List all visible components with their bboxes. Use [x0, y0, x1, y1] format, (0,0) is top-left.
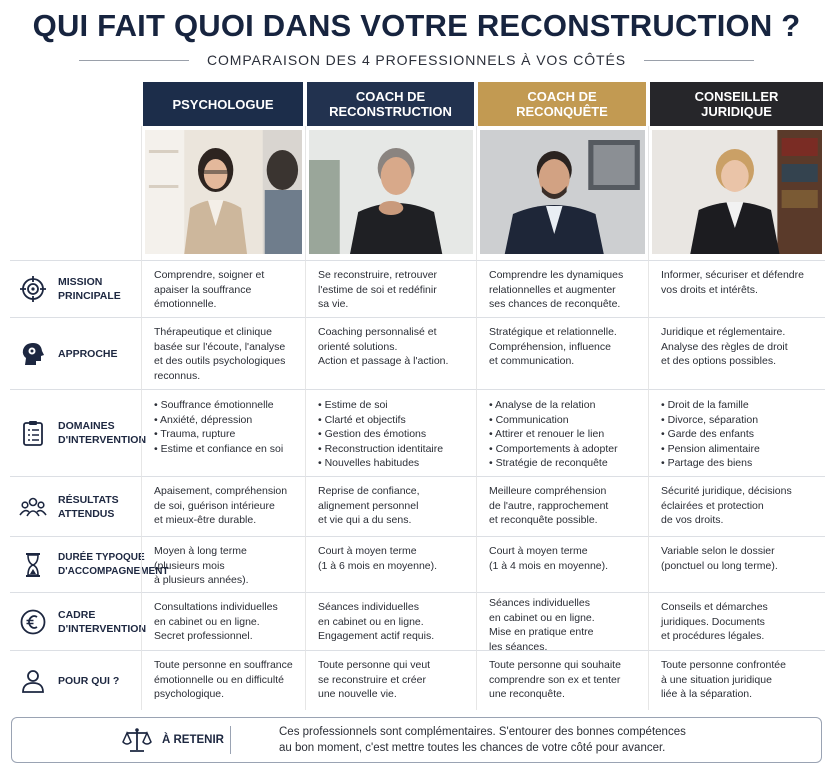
corner-cell — [10, 126, 141, 260]
table-cell: Informer, sécuriser et défendre vos droits et intérêts. — [648, 260, 825, 317]
row-label-domaines: DOMAINES D'INTERVENTION — [10, 389, 141, 476]
list-item: • Partage des biens — [661, 456, 760, 471]
list-item: • Communication — [489, 413, 618, 428]
divider — [644, 60, 754, 61]
hourglass-icon — [18, 550, 48, 580]
list-item: • Trauma, rupture — [154, 427, 283, 442]
coach-reconstruction-photo — [309, 130, 473, 254]
comparison-table — [10, 82, 825, 710]
row-label-duree: DURÉE TYPOQUE D'ACCOMPAGNEMENT — [10, 536, 141, 592]
column-header-psychologue: PSYCHOLOGUE — [143, 82, 303, 126]
corner-cell — [10, 82, 141, 126]
table-cell: Thérapeutique et clinique basée sur l'écoute, l'analyse et des outils psychologiques reconnus. — [141, 317, 305, 389]
clipboard-icon — [18, 418, 48, 448]
table-cell: Comprendre les dynamiques relationnelles et augmenter ses chances de reconquête. — [476, 260, 648, 317]
column-header-coach-reconquete: COACH DE RECONQUÊTE — [478, 82, 646, 126]
table-cell: Stratégique et relationnelle. Compréhension, influence et communication. — [476, 317, 648, 389]
list-item: • Divorce, séparation — [661, 413, 760, 428]
photo-cell — [476, 126, 648, 260]
photo-cell — [648, 126, 825, 260]
row-label-mission: MISSION PRINCIPALE — [10, 260, 141, 317]
table-cell: Se reconstruire, retrouver l'estime de soi et redéfinir sa vie. — [305, 260, 476, 317]
table-cell: Toute personne confrontée à une situation juridique liée à la séparation. — [648, 650, 825, 710]
divider — [230, 726, 231, 754]
list-item: • Estime de soi — [318, 398, 443, 413]
list-item: • Anxiété, dépression — [154, 413, 283, 428]
table-cell: Coaching personnalisé et orienté solutions. Action et passage à l'action. — [305, 317, 476, 389]
table-cell: Apaisement, compréhension de soi, guérison intérieure et mieux-être durable. — [141, 476, 305, 536]
photo-cell — [141, 126, 305, 260]
subtitle-row — [0, 50, 833, 70]
table-cell: Comprendre, soigner et apaiser la souffrance émotionnelle. — [141, 260, 305, 317]
table-cell — [648, 389, 825, 476]
table-cell: Meilleure compréhension de l'autre, rapprochement et reconquête possible. — [476, 476, 648, 536]
list-item: • Attirer et renouer le lien — [489, 427, 618, 442]
table-cell: Séances individuelles en cabinet ou en ligne. Mise en pratique entre les séances. — [476, 592, 648, 650]
list-item: • Stratégie de reconquête — [489, 456, 618, 471]
retain-text: Ces professionnels sont complémentaires. S'entourer des bonnes compétences au bon moment, c'est mettre toutes les chances de votre côté pour avancer. — [279, 726, 686, 754]
column-header-coach-reconstruction: COACH DE RECONSTRUCTION — [307, 82, 474, 126]
list-item: • Estime et confiance en soi — [154, 442, 283, 457]
row-label-resultats: RÉSULTATS ATTENDUS — [10, 476, 141, 536]
retain-box — [11, 717, 822, 763]
row-label-pour-qui: POUR QUI ? — [10, 650, 141, 710]
table-cell: Court à moyen terme (1 à 6 mois en moyenne). — [305, 536, 476, 592]
table-cell: Sécurité juridique, décisions éclairées et protection de vos droits. — [648, 476, 825, 536]
table-cell: Toute personne qui veut se reconstruire et créer une nouvelle vie. — [305, 650, 476, 710]
psychologist-photo — [145, 130, 302, 254]
table-cell: Toute personne qui souhaite comprendre son ex et tenter une reconquête. — [476, 650, 648, 710]
person-icon — [18, 666, 48, 696]
table-cell: Juridique et réglementaire. Analyse des règles de droit et des options possibles. — [648, 317, 825, 389]
retain-label: À RETENIR — [162, 734, 224, 746]
divider — [79, 60, 189, 61]
list-item: • Souffrance émotionnelle — [154, 398, 283, 413]
table-cell — [141, 389, 305, 476]
target-icon — [18, 274, 48, 304]
list-item: • Gestion des émotions — [318, 427, 443, 442]
page-title: QUI FAIT QUOI DANS VOTRE RECONSTRUCTION ? — [32, 8, 801, 43]
list-item: • Clarté et objectifs — [318, 413, 443, 428]
list-item: • Comportements à adopter — [489, 442, 618, 457]
coach-reconquete-photo — [480, 130, 645, 254]
euro-icon — [18, 607, 48, 637]
scales-icon — [120, 725, 154, 755]
legal-advisor-photo — [652, 130, 822, 254]
table-cell — [476, 389, 648, 476]
list-item: • Nouvelles habitudes — [318, 456, 443, 471]
row-label-approche: APPROCHE — [10, 317, 141, 389]
column-header-conseiller-juridique: CONSEILLER JURIDIQUE — [650, 82, 823, 126]
table-cell: Consultations individuelles en cabinet ou en ligne. Secret professionnel. — [141, 592, 305, 650]
table-cell: Variable selon le dossier (ponctuel ou long terme). — [648, 536, 825, 592]
head-gears-icon — [18, 339, 48, 369]
photo-cell — [305, 126, 476, 260]
table-cell: Moyen à long terme (plusieurs mois à plusieurs années). — [141, 536, 305, 592]
table-cell: Séances individuelles en cabinet ou en ligne. Engagement actif requis. — [305, 592, 476, 650]
list-item: • Droit de la famille — [661, 398, 760, 413]
row-label-cadre: CADRE D'INTERVENTION — [10, 592, 141, 650]
list-item: • Garde des enfants — [661, 427, 760, 442]
list-item: • Pension alimentaire — [661, 442, 760, 457]
table-cell: Court à moyen terme (1 à 4 mois en moyenne). — [476, 536, 648, 592]
list-item: • Analyse de la relation — [489, 398, 618, 413]
table-cell — [305, 389, 476, 476]
table-cell: Conseils et démarches juridiques. Documents et procédures légales. — [648, 592, 825, 650]
people-group-icon — [18, 492, 48, 522]
page-subtitle: COMPARAISON DES 4 PROFESSIONNELS À VOS CÔTÉS — [207, 52, 626, 68]
list-item: • Reconstruction identitaire — [318, 442, 443, 457]
table-cell: Reprise de confiance, alignement personnel et vie qui a du sens. — [305, 476, 476, 536]
table-cell: Toute personne en souffrance émotionnelle ou en difficulté psychologique. — [141, 650, 305, 710]
